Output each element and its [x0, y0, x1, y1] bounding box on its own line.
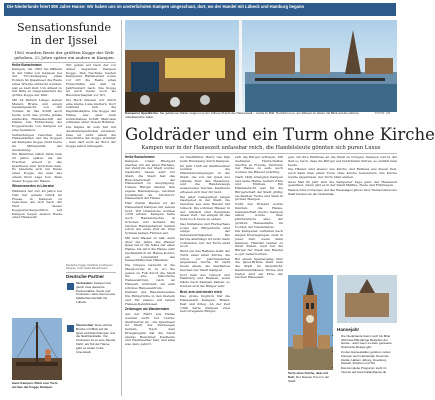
tower-caption	[288, 372, 333, 383]
hero-photo	[125, 20, 397, 112]
partner-item	[76, 324, 116, 368]
hanse-box	[337, 335, 397, 395]
paragraph: Mit 24 Metern Länge, sieben Metern Breite und einem Gesamtgewicht von 180 Tonnen ist das Schiff auch heute noch das größte jemals entdeckte Handelsschiff der Hanse. Die Entdeckung der Koggewracks von Kampen ist eine Sensation.	[12, 97, 62, 132]
left-col-1	[12, 64, 62, 272]
hero-caption	[125, 112, 375, 120]
partner-label: Verbunden:	[76, 281, 94, 285]
main-headline: Goldräder und ein Turm ohne Kirche	[125, 125, 435, 144]
tower-caption-text: Der Nieuwe Toren in der Stadt.	[288, 374, 330, 383]
paragraph: Bei einem Spaziergang über die Ijssel-Brücke sieht man die Stadt im Abendlicht: Kaufmannshäuser, Türme und Giebel sind ein Erbe der reichen Hansezeit.	[235, 256, 283, 280]
paragraph: Das große Unglück traf die Hansestadt Kampen: Brand, Pest und Krieg. Ab der Zeit 1340 hatte Kampen zwei hervorragende Bürger.	[180, 294, 230, 314]
byline: Heike Bunschmann	[125, 155, 155, 159]
main-col-2	[180, 156, 230, 396]
hero-caption-lead: Kampener Sparlkirche:	[125, 111, 159, 115]
paragraph: Mit dem Wasser zu nah, denn über die Jahre das Wasser Ijssel bis in die Nähe der alten Hanse. Da wird die Hanse sehr nachdenklich im Hanse-Kontor, ein Lebensbild des hansestädtischen Händlers.	[125, 235, 175, 263]
subheading: Wissenswertes in Literatur	[12, 184, 54, 189]
hanse-item: • Zu den Hansestädten gehören neben Kampen auch Harderwijk, Deventer, Zwolle, Hattem, Elburg, Doesburg, Hasselt, Zutphen und Tiel.	[341, 351, 397, 366]
hanse-box-title: Hansejahr	[337, 327, 360, 332]
paragraph: Während der nur 40 Jahre bei Nah hat gerade Glück im Flusse, in Kampen zu besuchen, als sich nach der Welt dieser Koggewrackexpedition. Auf Kampen liegen ebenso Reste einer Hansezeit.	[12, 189, 62, 220]
paragraph: Verbindungen zwischen den Hansestädten und die Koggen als Kampens Kogge steht heute im Mittelpunkt der Ausstellung.	[12, 132, 62, 152]
tower-caption-lead: Turm ohne Kirche, aber mit Kuh:	[288, 371, 328, 379]
paragraph: Nach 1400 erlangten Kampen und seine Hanse weitere Ehre und Einfluss. Ein Handelsrecht war für die Bürgerschaft der Stadt gültig; sie kauften Tuche und Wein in großen Mengen.	[235, 174, 283, 202]
partner-text: Kampen hat gleich zwei deutsche Partnerstädte: Soest und Cuxhaven; dazu kommt eine Städtefreundschaft mit Lübeck.	[76, 281, 116, 304]
paragraph: Rund um das Rathaus steht der Turm einer alten Kirche, die schon vor Jahrhunderten abgerissen wurde. Er steht heute allein, als markantes Zeichen der Stadt Kampen.	[180, 249, 230, 272]
info-paragraph: Weitere Infos zu Kampen und den Hansetagen gibt es beim Tourismusbüro der Stadt Kampen an der Oudestraat.	[288, 188, 397, 196]
paragraph: gen, um ihre Einflüsse an die Stadt zu bringen. Kampen war in der Zeit so reich, dass die Bürger auf Goldrädern fuhren, so erzählt man heute.	[288, 155, 397, 167]
partner-box-title: Deutsche Partner	[66, 274, 105, 279]
left-headline: Sensationsfunde in der Ijssel	[17, 21, 111, 47]
hanse-item: • Die Niederlande feiern noch bis Mitte 2024 das 800-jährige Bestehen der Hanse - auch wenn es dazu genauere historische Belege gibt.	[341, 335, 397, 350]
tower-photo	[288, 275, 333, 370]
paragraph: Ein ähnliches Glück hatte man 22 Jahre später, als der Frachter erneut in das Ijsselmeer zum Vorschein kam. Es handelte sich um Reste einer Kogge, die man aus einem ihrer Lage hob. Ziele dieser Kogge der Hanse.	[12, 152, 62, 183]
kogge-caption: Ganz Kampen: Blick vom Turm am See der Kogge Kampen.	[12, 381, 58, 389]
paragraph: Die Kajüte ist zum Teil mit Ausstellungsstücken versehen. Dies ist nicht allein die Geschichte der Kogge erlebbar - man darf auch an Bord der Kogge selbst mitsegeln.	[66, 125, 116, 148]
paragraph: Kampen. Als 1962 bei Bälkeln in der Nähe von Kampen bei der Trockenlegung eines Polders im Ijsselmeer die Reste eines Wracks entdeckt wurden, war es bald Zeit: Um Ablauf zu mit Hilfe zu Ausgrabenders sie größte Kogge der Welt.	[12, 66, 62, 97]
main-subhead: Kampen war in der Hansezeit unfassbar reich, die Handelsleute gönnten sich puren Luxus	[141, 145, 381, 151]
paragraph: Hier finden Bauten ist als Hansestadt Kampen mit seinen Gold. Wir Grabreiche wurden 1338 erbaut. Kampen hatte auch Handelsrechte in Schonen und Gotland, die reichen Handelsherren heißen schon die erste Zeit ab. Zum Schluss kamen Fürsten auf.	[125, 201, 175, 235]
paragraph: Ins Heck müssen wir durch eine kleine Luke klettern. Dort befindet sich die Kapitänskajüte. Die Kogge der Hanse war eher kein komfortables Schiff: Matrosen schliefen unter freiem Himmel.	[66, 97, 116, 125]
main-col-1	[125, 156, 175, 396]
paragraph: Das Gildehaus und Fischerhaus sowie der Bürgerturm sind einige der Sehenswürdigkeiten. Die Kirche allerdings ist nicht mehr vorhanden, nur der Turm steht noch.	[180, 221, 230, 249]
column-divider	[121, 20, 122, 396]
main-col-3	[235, 156, 283, 396]
paragraph: Die Gruppe versucht in die Meerjournal in zu wo Sie gehen zu Fuß durch die Stadt ins alte historische Hansezentrum, reich an Hausern, kultiviert, ein sehr schönes Hansezentrum.	[125, 263, 175, 290]
paragraph: Wir gehen auf Deck der vor Anker liegenden Kampen Kogge. Den Nachbau bauten Kampener Rathmeister sowie vor Ort die Reste eines Holzschiffes aus dem 14. Jahrhundert nach. Die Kogge ist auch heute noch als Besuchermagnet vor Ort.	[66, 63, 116, 97]
paragraph: Auf der Fahrt aus Hanse wenden nicht nur 'reiche' Stadtviertel an - die Ijsselmeer ist Stadt der Zeitzeugen kennen, Nach dem Kriegsbeginn hat die Stadt ebenso Bewohner, Kaufleute und Handwerker hier, und alles was dazu gehört.	[125, 312, 175, 346]
partner-text: Eine schöne Brücke mit Blick auf die Ijssel verbindet Kampen und die Nachbarstädte. Von Cuxhaven ist es eine Stunde Fahrt; als Teil der Hanse geht es weiter in die Innenstadt.	[76, 323, 116, 354]
hero-credit: FOTOS: H.B.	[375, 112, 391, 115]
partner-label: Überrechen:	[76, 323, 95, 327]
hanse-item: • Das komplette Programm steht im Internet auf www.hollandhanse.de.	[341, 367, 397, 374]
paragraph: Im Jahr 1338 als Stadtbesitzer wurden die Handelsbedingungen in der Stadt, die von der Ijssel aus ständig über den Hausburg- und die Handelswege ausgeweitet wurden. Kaufleute erbauen sich hier ihr Gold.	[180, 163, 230, 194]
kogge-photo	[12, 318, 62, 380]
divider	[66, 272, 116, 273]
tag-square	[67, 283, 74, 290]
paragraph: Dort kam aus Lübeck und Hamburg und Bremen, wenn Gäste nach Kampen kamen, so freuten sich die Bürger sehr.	[180, 272, 230, 288]
paragraph: Die Kampener verließen nach langen Überlegungen, zwar in jener Zeit, wenn dann Kampen. Händler reisten zu ihren Zielen, weil nur die Bürger der Stadt den Handel so gut beherrschten.	[235, 229, 283, 256]
topbar-banner: Die Niederlande feiert 800 Jahre Hanse: Wir haben uns im unsterlichsten Kampen umgeschaut, dort, wo der Handel mit Lübeck und Hamburg begann	[4, 3, 396, 16]
paragraph: ist Stadtführer Harry van Dijk beim Rundgang durch Kampen.	[180, 155, 230, 163]
hero-caption-text: Sie gebliemen Räder zeigen nun der frühere Pracht der Hansestadt – rechts im Bild: Herrlich ist es, am Wasser zu sitzen mit Blick auf die schöne, mittelalterliche Stadt.	[125, 111, 360, 119]
ad-block	[337, 275, 397, 323]
photo-credit: Deutsche Kogge, Nachbau im Museum Kampen. Foto: Heike Bunschmann	[66, 264, 113, 270]
divider	[125, 153, 397, 154]
paragraph: Zwei Mal im Jahr sind die Kampener Tage ganz der Hansezeit gewidmet. Dann gibt es in der Stadt Märkte, Feste und Führungen.	[288, 179, 397, 188]
main-col-4	[288, 156, 397, 256]
paragraph: Kampen. Unser Rhetgeld machen wir am alten Rathaus, der Zentrum der Stadt wurde: Gastwirte bauen sehr zur Stadt, die Stadt fast das Bewohnerschaft der Hansestadt zu Ausprägung. Unsere Bürger fanden ihre eigene Handelswege, reichten Gutshäuser an. Stichwort: Hansestadt der Hanse.	[125, 158, 175, 201]
subheading: Brot, arm und wieder reich	[180, 289, 222, 294]
left-subhead: 1962 wurden Reste der größten Kogge der Welt gehoben, 22 Jahre später ein andere in Kampen	[14, 50, 114, 60]
subheading: Zeitzeugen als Wandermaler	[125, 307, 170, 312]
left-col-2	[66, 64, 116, 262]
partner-item	[76, 282, 116, 322]
paragraph: Die Häuser sind ebenso wie Kirche und Rathaus aus dieser Zeit, auch kann man einen Turm ohne Kirche bewundern: Die Kirche wurde abgerissen, der Turm blieb stehen.	[288, 167, 397, 179]
hanse-list	[337, 335, 397, 375]
tag-square	[67, 325, 74, 332]
paragraph: Bei jeder Gelegenheit zeigen Gastgeber in der Stadt, die Gewinne aus dem Handel mit Lübeck. Die schönen Häuser in der Altstadt sind Zeugnisse dieser Zeit - bei einigen ist das Gold noch heute zu sehen.	[180, 194, 230, 221]
paragraph: Gletlein des Hausinstendens Die Bürgerliche in den Giebeln und Tür ebenso mit feinen Hansen-Kenntnissen.	[125, 290, 175, 306]
byline: Heike Bunschmann	[12, 63, 42, 67]
paragraph: Nicht nur Holland wurde Kunden, die Hanse-Gemeinschaft wuchs. Kampen selbst wurde über Jahrhunderte eine der größten Hansestädte im Norden der Niederlande.	[235, 202, 283, 229]
paragraph: sich die Bürger erfreuen. Mit mehreren Herrschaften machte es Freude, Vertreter der Hanse zu sein, auch wurden die Häuser prächtig.	[235, 155, 283, 174]
